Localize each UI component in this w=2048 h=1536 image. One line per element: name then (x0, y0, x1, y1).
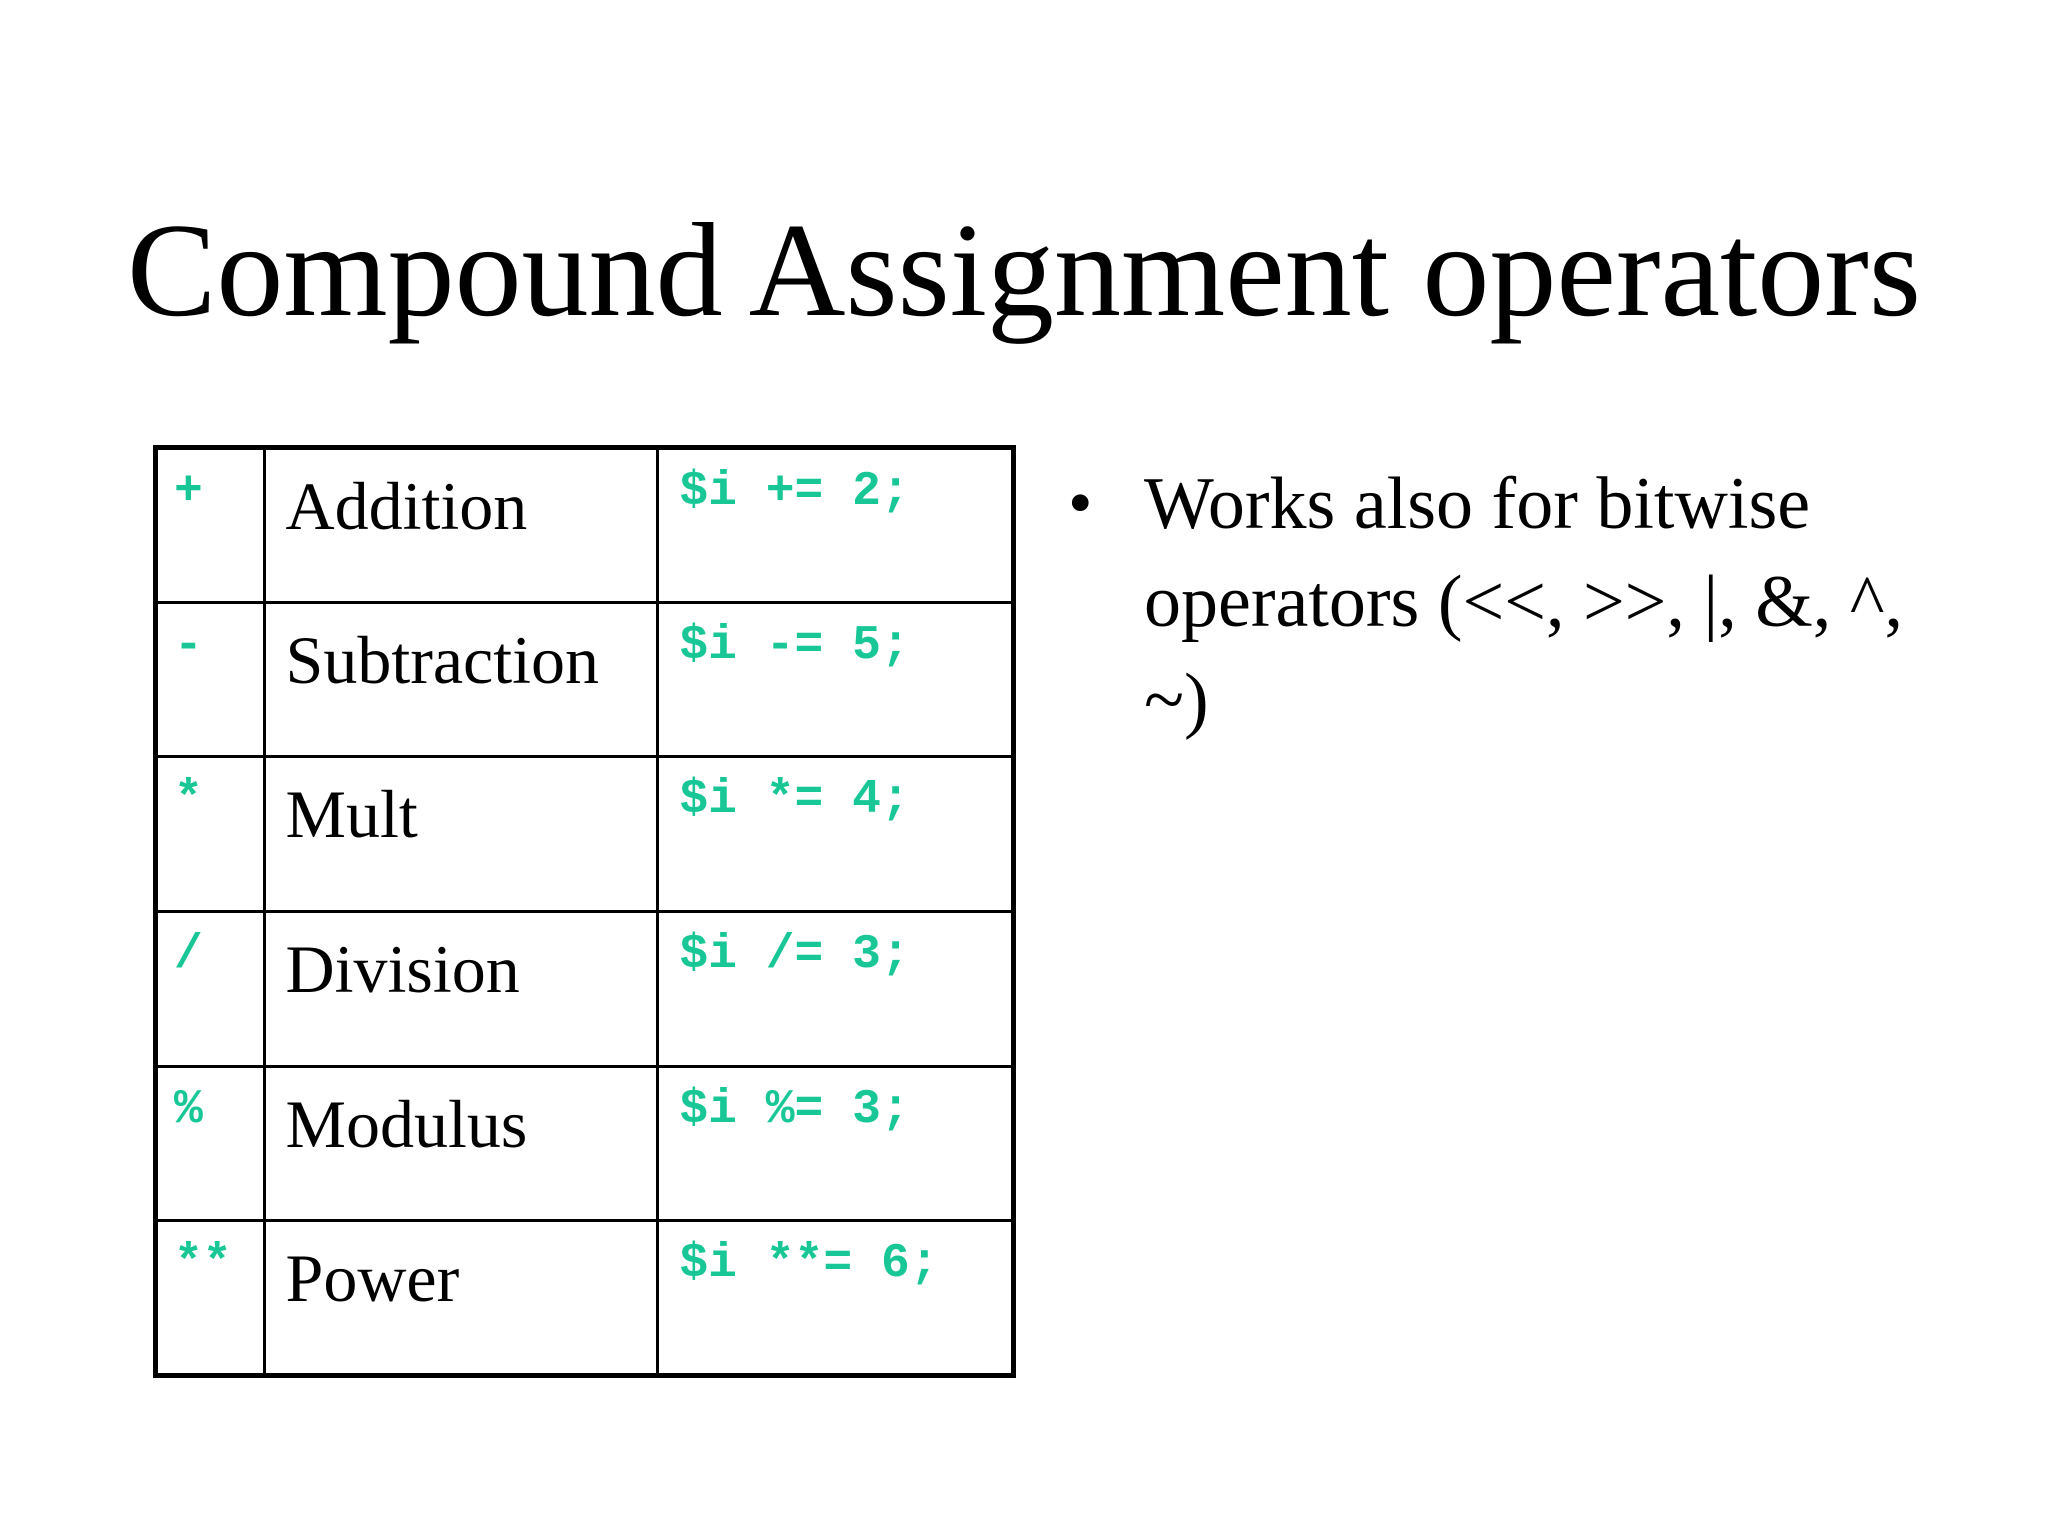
operator-name-cell (264, 448, 658, 603)
operator-example-cell (658, 602, 1014, 757)
operator-example-cell (658, 911, 1014, 1066)
operator-symbol: ** (174, 1237, 232, 1292)
table-row (156, 448, 1014, 603)
operator-symbol: / (174, 927, 203, 982)
operator-example: $i /= 3; (679, 927, 910, 982)
operator-symbol-cell (156, 448, 265, 603)
operator-name: Addition (285, 468, 528, 544)
operator-symbol-cell (156, 1221, 265, 1376)
operator-name: Power (285, 1240, 460, 1317)
operator-name: Subtraction (285, 621, 600, 698)
operator-example: $i += 2; (679, 465, 910, 519)
slide-title: Compound Assignment operators (126, 196, 1922, 344)
operator-name: Division (285, 930, 520, 1007)
table-row (156, 602, 1014, 757)
bullet-list (1060, 455, 1960, 749)
operator-example: $i **= 6; (679, 1237, 939, 1292)
operator-name-cell (264, 1066, 658, 1221)
operator-name: Mult (285, 776, 418, 853)
operator-example-cell (658, 757, 1014, 912)
operator-symbol: - (174, 618, 203, 673)
operator-symbol-cell (156, 602, 265, 757)
operator-symbol-cell (156, 757, 265, 912)
table-row (156, 1066, 1014, 1221)
operator-symbol-cell (156, 911, 265, 1066)
operator-example: $i *= 4; (679, 773, 910, 828)
operator-example-cell (658, 448, 1014, 603)
operator-name-cell (264, 911, 658, 1066)
operator-symbol: * (174, 773, 203, 828)
operator-example-cell (658, 1066, 1014, 1221)
bullet-item (1060, 455, 1960, 749)
bullet-icon: • (1068, 465, 1093, 542)
operator-symbol-cell (156, 1066, 265, 1221)
operator-example: $i -= 5; (679, 618, 910, 673)
table-row (156, 1221, 1014, 1376)
operator-symbol: + (174, 465, 203, 519)
operator-symbol: % (174, 1082, 203, 1137)
bullet-text: Works also for bitwise operators (<<, >>, |, &, ^, ~) (1144, 463, 1904, 741)
table-row (156, 911, 1014, 1066)
operator-name: Modulus (285, 1085, 528, 1162)
table-row (156, 757, 1014, 912)
operator-example-cell (658, 1221, 1014, 1376)
operator-name-cell (264, 602, 658, 757)
operator-name-cell (264, 1221, 658, 1376)
operators-table (153, 445, 1016, 1378)
operator-example: $i %= 3; (679, 1082, 910, 1137)
operator-name-cell (264, 757, 658, 912)
